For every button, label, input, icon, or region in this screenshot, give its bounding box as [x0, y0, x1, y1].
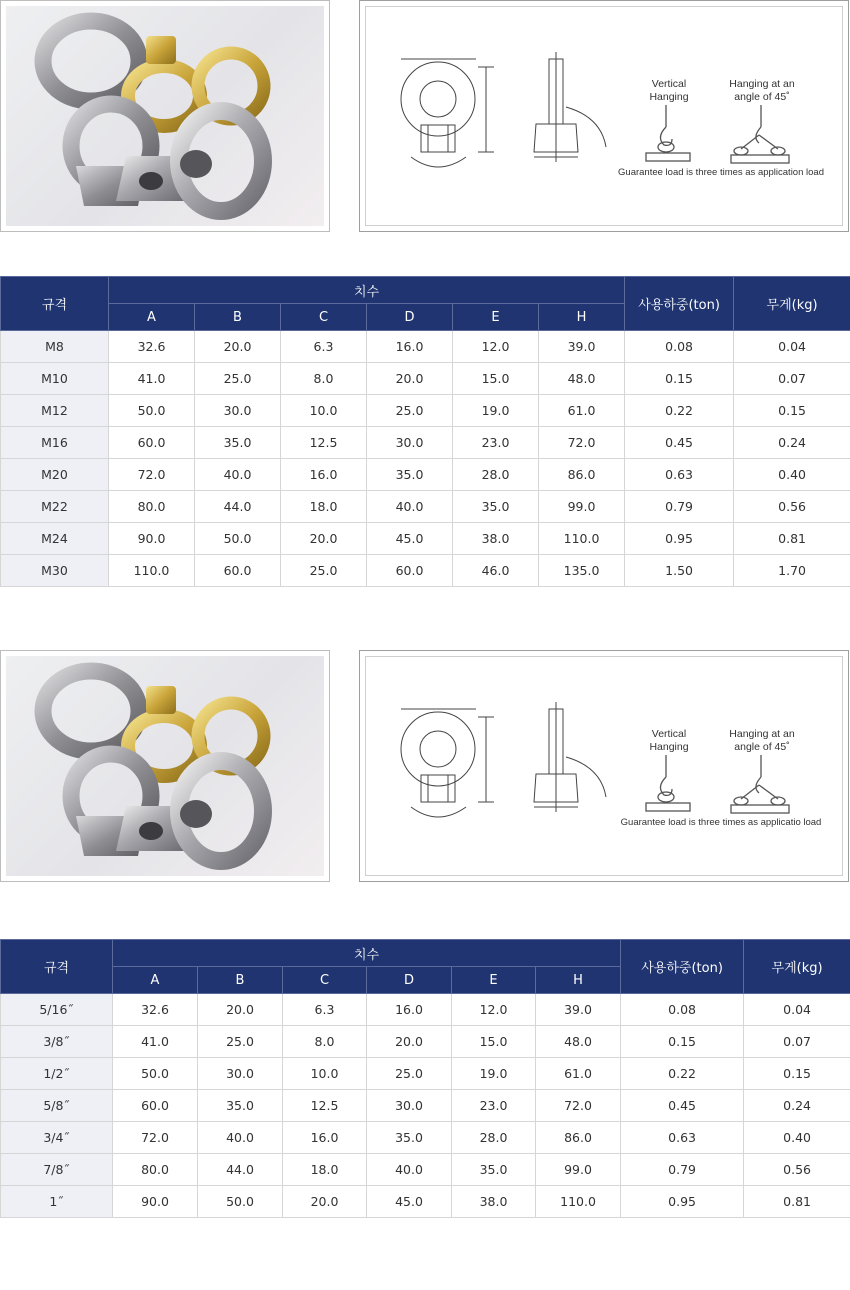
value-cell: 0.24 — [744, 1090, 850, 1122]
value-cell: 23.0 — [452, 1090, 536, 1122]
value-cell: 0.15 — [734, 395, 850, 427]
header-dim-b: B — [195, 304, 281, 331]
value-cell: 0.81 — [734, 523, 850, 555]
value-cell: 0.56 — [744, 1154, 850, 1186]
table-row — [1, 523, 850, 555]
value-cell: 35.0 — [195, 427, 281, 459]
table-row — [1, 427, 850, 459]
header-dim-h: H — [539, 304, 625, 331]
header-dim-b-2: B — [198, 967, 283, 994]
value-cell: 20.0 — [367, 1026, 452, 1058]
eye-nut-drawing-2 — [366, 657, 844, 877]
vertical-label-line1-2: Vertical — [651, 728, 687, 740]
table-row — [1, 1122, 850, 1154]
angle-label-line2-2: angle of 45˚ — [734, 741, 790, 753]
header-weight-2: 무게(kg) — [744, 940, 850, 994]
value-cell: 15.0 — [452, 1026, 536, 1058]
spec-cell: 5/8˝ — [1, 1090, 113, 1122]
value-cell: 86.0 — [536, 1122, 621, 1154]
eye-nuts-photo — [6, 6, 324, 226]
value-cell: 0.79 — [621, 1154, 744, 1186]
value-cell: 1.50 — [625, 555, 734, 587]
value-cell: 61.0 — [536, 1058, 621, 1090]
value-cell: 0.04 — [744, 994, 850, 1026]
header-dimensions-2: 치수 — [113, 940, 621, 967]
spec-cell: M16 — [1, 427, 109, 459]
header-dim-e: E — [453, 304, 539, 331]
value-cell: 40.0 — [198, 1122, 283, 1154]
header-dim-d: D — [367, 304, 453, 331]
product-photo-frame — [0, 0, 330, 232]
header-dim-c-2: C — [283, 967, 367, 994]
table-row — [1, 395, 850, 427]
value-cell: 99.0 — [539, 491, 625, 523]
table-row — [1, 363, 850, 395]
header-weight: 무게(kg) — [734, 277, 850, 331]
value-cell: 0.15 — [744, 1058, 850, 1090]
value-cell: 86.0 — [539, 459, 625, 491]
value-cell: 6.3 — [283, 994, 367, 1026]
table-row — [1, 555, 850, 587]
header-dim-a-2: A — [113, 967, 198, 994]
value-cell: 25.0 — [195, 363, 281, 395]
value-cell: 0.95 — [621, 1186, 744, 1218]
header-dim-e-2: E — [452, 967, 536, 994]
value-cell: 61.0 — [539, 395, 625, 427]
value-cell: 72.0 — [109, 459, 195, 491]
vertical-label-line1: Vertical — [651, 78, 687, 90]
value-cell: 72.0 — [113, 1122, 198, 1154]
header-dim-a: A — [109, 304, 195, 331]
value-cell: 10.0 — [281, 395, 367, 427]
value-cell: 25.0 — [281, 555, 367, 587]
value-cell: 80.0 — [113, 1154, 198, 1186]
value-cell: 20.0 — [283, 1186, 367, 1218]
value-cell: 72.0 — [536, 1090, 621, 1122]
dimension-diagram — [365, 6, 843, 226]
value-cell: 18.0 — [281, 491, 367, 523]
value-cell: 6.3 — [281, 331, 367, 363]
value-cell: 50.0 — [195, 523, 281, 555]
value-cell: 40.0 — [195, 459, 281, 491]
value-cell: 16.0 — [283, 1122, 367, 1154]
value-cell: 20.0 — [198, 994, 283, 1026]
value-cell: 0.24 — [734, 427, 850, 459]
value-cell: 45.0 — [367, 1186, 452, 1218]
value-cell: 12.5 — [283, 1090, 367, 1122]
value-cell: 30.0 — [367, 427, 453, 459]
angle-label-line2: angle of 45˚ — [734, 91, 790, 103]
value-cell: 25.0 — [198, 1026, 283, 1058]
guarantee-caption: Guarantee load is three times as application load — [618, 167, 824, 178]
value-cell: 38.0 — [453, 523, 539, 555]
value-cell: 0.15 — [625, 363, 734, 395]
value-cell: 110.0 — [536, 1186, 621, 1218]
value-cell: 50.0 — [113, 1058, 198, 1090]
value-cell: 60.0 — [367, 555, 453, 587]
dimension-diagram-frame — [359, 0, 849, 232]
value-cell: 20.0 — [195, 331, 281, 363]
table-row — [1, 994, 850, 1026]
value-cell: 30.0 — [367, 1090, 452, 1122]
value-cell: 90.0 — [113, 1186, 198, 1218]
value-cell: 45.0 — [367, 523, 453, 555]
header-working-load-2: 사용하중(ton) — [621, 940, 744, 994]
value-cell: 41.0 — [109, 363, 195, 395]
dimension-diagram-frame-2 — [359, 650, 849, 882]
value-cell: 38.0 — [452, 1186, 536, 1218]
value-cell: 0.40 — [734, 459, 850, 491]
value-cell: 23.0 — [453, 427, 539, 459]
spec-cell: 3/8˝ — [1, 1026, 113, 1058]
table-row — [1, 1058, 850, 1090]
value-cell: 15.0 — [453, 363, 539, 395]
value-cell: 12.0 — [453, 331, 539, 363]
value-cell: 0.22 — [621, 1058, 744, 1090]
vertical-label-line2: Hanging — [649, 91, 689, 103]
spec-cell: M24 — [1, 523, 109, 555]
value-cell: 0.22 — [625, 395, 734, 427]
header-working-load: 사용하중(ton) — [625, 277, 734, 331]
value-cell: 19.0 — [452, 1058, 536, 1090]
table-row — [1, 331, 850, 363]
value-cell: 60.0 — [109, 427, 195, 459]
table-row — [1, 1090, 850, 1122]
value-cell: 40.0 — [367, 491, 453, 523]
guarantee-caption-2: Guarantee load is three times as applicatio load — [620, 817, 822, 828]
value-cell: 0.79 — [625, 491, 734, 523]
header-dim-c: C — [281, 304, 367, 331]
value-cell: 41.0 — [113, 1026, 198, 1058]
value-cell: 80.0 — [109, 491, 195, 523]
spec-table-metric — [0, 276, 850, 587]
spec-cell: M30 — [1, 555, 109, 587]
value-cell: 39.0 — [536, 994, 621, 1026]
value-cell: 46.0 — [453, 555, 539, 587]
angle-label-line1: Hanging at an — [729, 78, 795, 90]
value-cell: 0.04 — [734, 331, 850, 363]
value-cell: 35.0 — [452, 1154, 536, 1186]
value-cell: 60.0 — [195, 555, 281, 587]
value-cell: 19.0 — [453, 395, 539, 427]
spec-cell: 3/4˝ — [1, 1122, 113, 1154]
table-row — [1, 1154, 850, 1186]
spec-cell: 1˝ — [1, 1186, 113, 1218]
value-cell: 12.0 — [452, 994, 536, 1026]
value-cell: 35.0 — [367, 1122, 452, 1154]
table-row — [1, 459, 850, 491]
spec-cell: M22 — [1, 491, 109, 523]
value-cell: 0.15 — [621, 1026, 744, 1058]
value-cell: 0.07 — [734, 363, 850, 395]
value-cell: 0.56 — [734, 491, 850, 523]
value-cell: 20.0 — [367, 363, 453, 395]
header-spec-2: 규격 — [1, 940, 113, 994]
value-cell: 16.0 — [281, 459, 367, 491]
value-cell: 1.70 — [734, 555, 850, 587]
table-row — [1, 1186, 850, 1218]
header-dimensions: 치수 — [109, 277, 625, 304]
value-cell: 0.45 — [621, 1090, 744, 1122]
value-cell: 25.0 — [367, 1058, 452, 1090]
spec-cell: M12 — [1, 395, 109, 427]
value-cell: 30.0 — [195, 395, 281, 427]
value-cell: 50.0 — [198, 1186, 283, 1218]
value-cell: 44.0 — [198, 1154, 283, 1186]
value-cell: 50.0 — [109, 395, 195, 427]
value-cell: 20.0 — [281, 523, 367, 555]
value-cell: 39.0 — [539, 331, 625, 363]
spec-cell: 5/16˝ — [1, 994, 113, 1026]
value-cell: 32.6 — [109, 331, 195, 363]
value-cell: 28.0 — [452, 1122, 536, 1154]
header-spec: 규격 — [1, 277, 109, 331]
spec-cell: 1/2˝ — [1, 1058, 113, 1090]
dimension-diagram-2 — [365, 656, 843, 876]
value-cell: 110.0 — [109, 555, 195, 587]
spec-cell: M10 — [1, 363, 109, 395]
value-cell: 30.0 — [198, 1058, 283, 1090]
value-cell: 0.81 — [744, 1186, 850, 1218]
table-row — [1, 491, 850, 523]
eye-nuts-photo-2 — [6, 656, 324, 876]
value-cell: 60.0 — [113, 1090, 198, 1122]
spec-cell: M20 — [1, 459, 109, 491]
value-cell: 18.0 — [283, 1154, 367, 1186]
value-cell: 16.0 — [367, 331, 453, 363]
value-cell: 25.0 — [367, 395, 453, 427]
value-cell: 28.0 — [453, 459, 539, 491]
spec-cell: 7/8˝ — [1, 1154, 113, 1186]
value-cell: 0.63 — [625, 459, 734, 491]
header-dim-d-2: D — [367, 967, 452, 994]
table-row — [1, 1026, 850, 1058]
spec-cell: M8 — [1, 331, 109, 363]
value-cell: 48.0 — [539, 363, 625, 395]
eye-nuts-illustration — [6, 6, 324, 226]
header-dim-h-2: H — [536, 967, 621, 994]
value-cell: 16.0 — [367, 994, 452, 1026]
value-cell: 35.0 — [367, 459, 453, 491]
value-cell: 99.0 — [536, 1154, 621, 1186]
value-cell: 90.0 — [109, 523, 195, 555]
angle-label-line1-2: Hanging at an — [729, 728, 795, 740]
value-cell: 110.0 — [539, 523, 625, 555]
product-photo-frame-2 — [0, 650, 330, 882]
value-cell: 44.0 — [195, 491, 281, 523]
value-cell: 0.45 — [625, 427, 734, 459]
value-cell: 135.0 — [539, 555, 625, 587]
value-cell: 0.08 — [625, 331, 734, 363]
value-cell: 12.5 — [281, 427, 367, 459]
value-cell: 0.63 — [621, 1122, 744, 1154]
value-cell: 32.6 — [113, 994, 198, 1026]
value-cell: 0.95 — [625, 523, 734, 555]
value-cell: 35.0 — [198, 1090, 283, 1122]
eye-nut-drawing — [366, 7, 844, 227]
value-cell: 10.0 — [283, 1058, 367, 1090]
eye-nuts-illustration-2 — [6, 656, 324, 876]
value-cell: 35.0 — [453, 491, 539, 523]
value-cell: 48.0 — [536, 1026, 621, 1058]
value-cell: 0.40 — [744, 1122, 850, 1154]
value-cell: 0.07 — [744, 1026, 850, 1058]
value-cell: 72.0 — [539, 427, 625, 459]
value-cell: 0.08 — [621, 994, 744, 1026]
value-cell: 40.0 — [367, 1154, 452, 1186]
vertical-label-line2-2: Hanging — [649, 741, 689, 753]
value-cell: 8.0 — [283, 1026, 367, 1058]
spec-table-inch — [0, 939, 850, 1218]
value-cell: 8.0 — [281, 363, 367, 395]
